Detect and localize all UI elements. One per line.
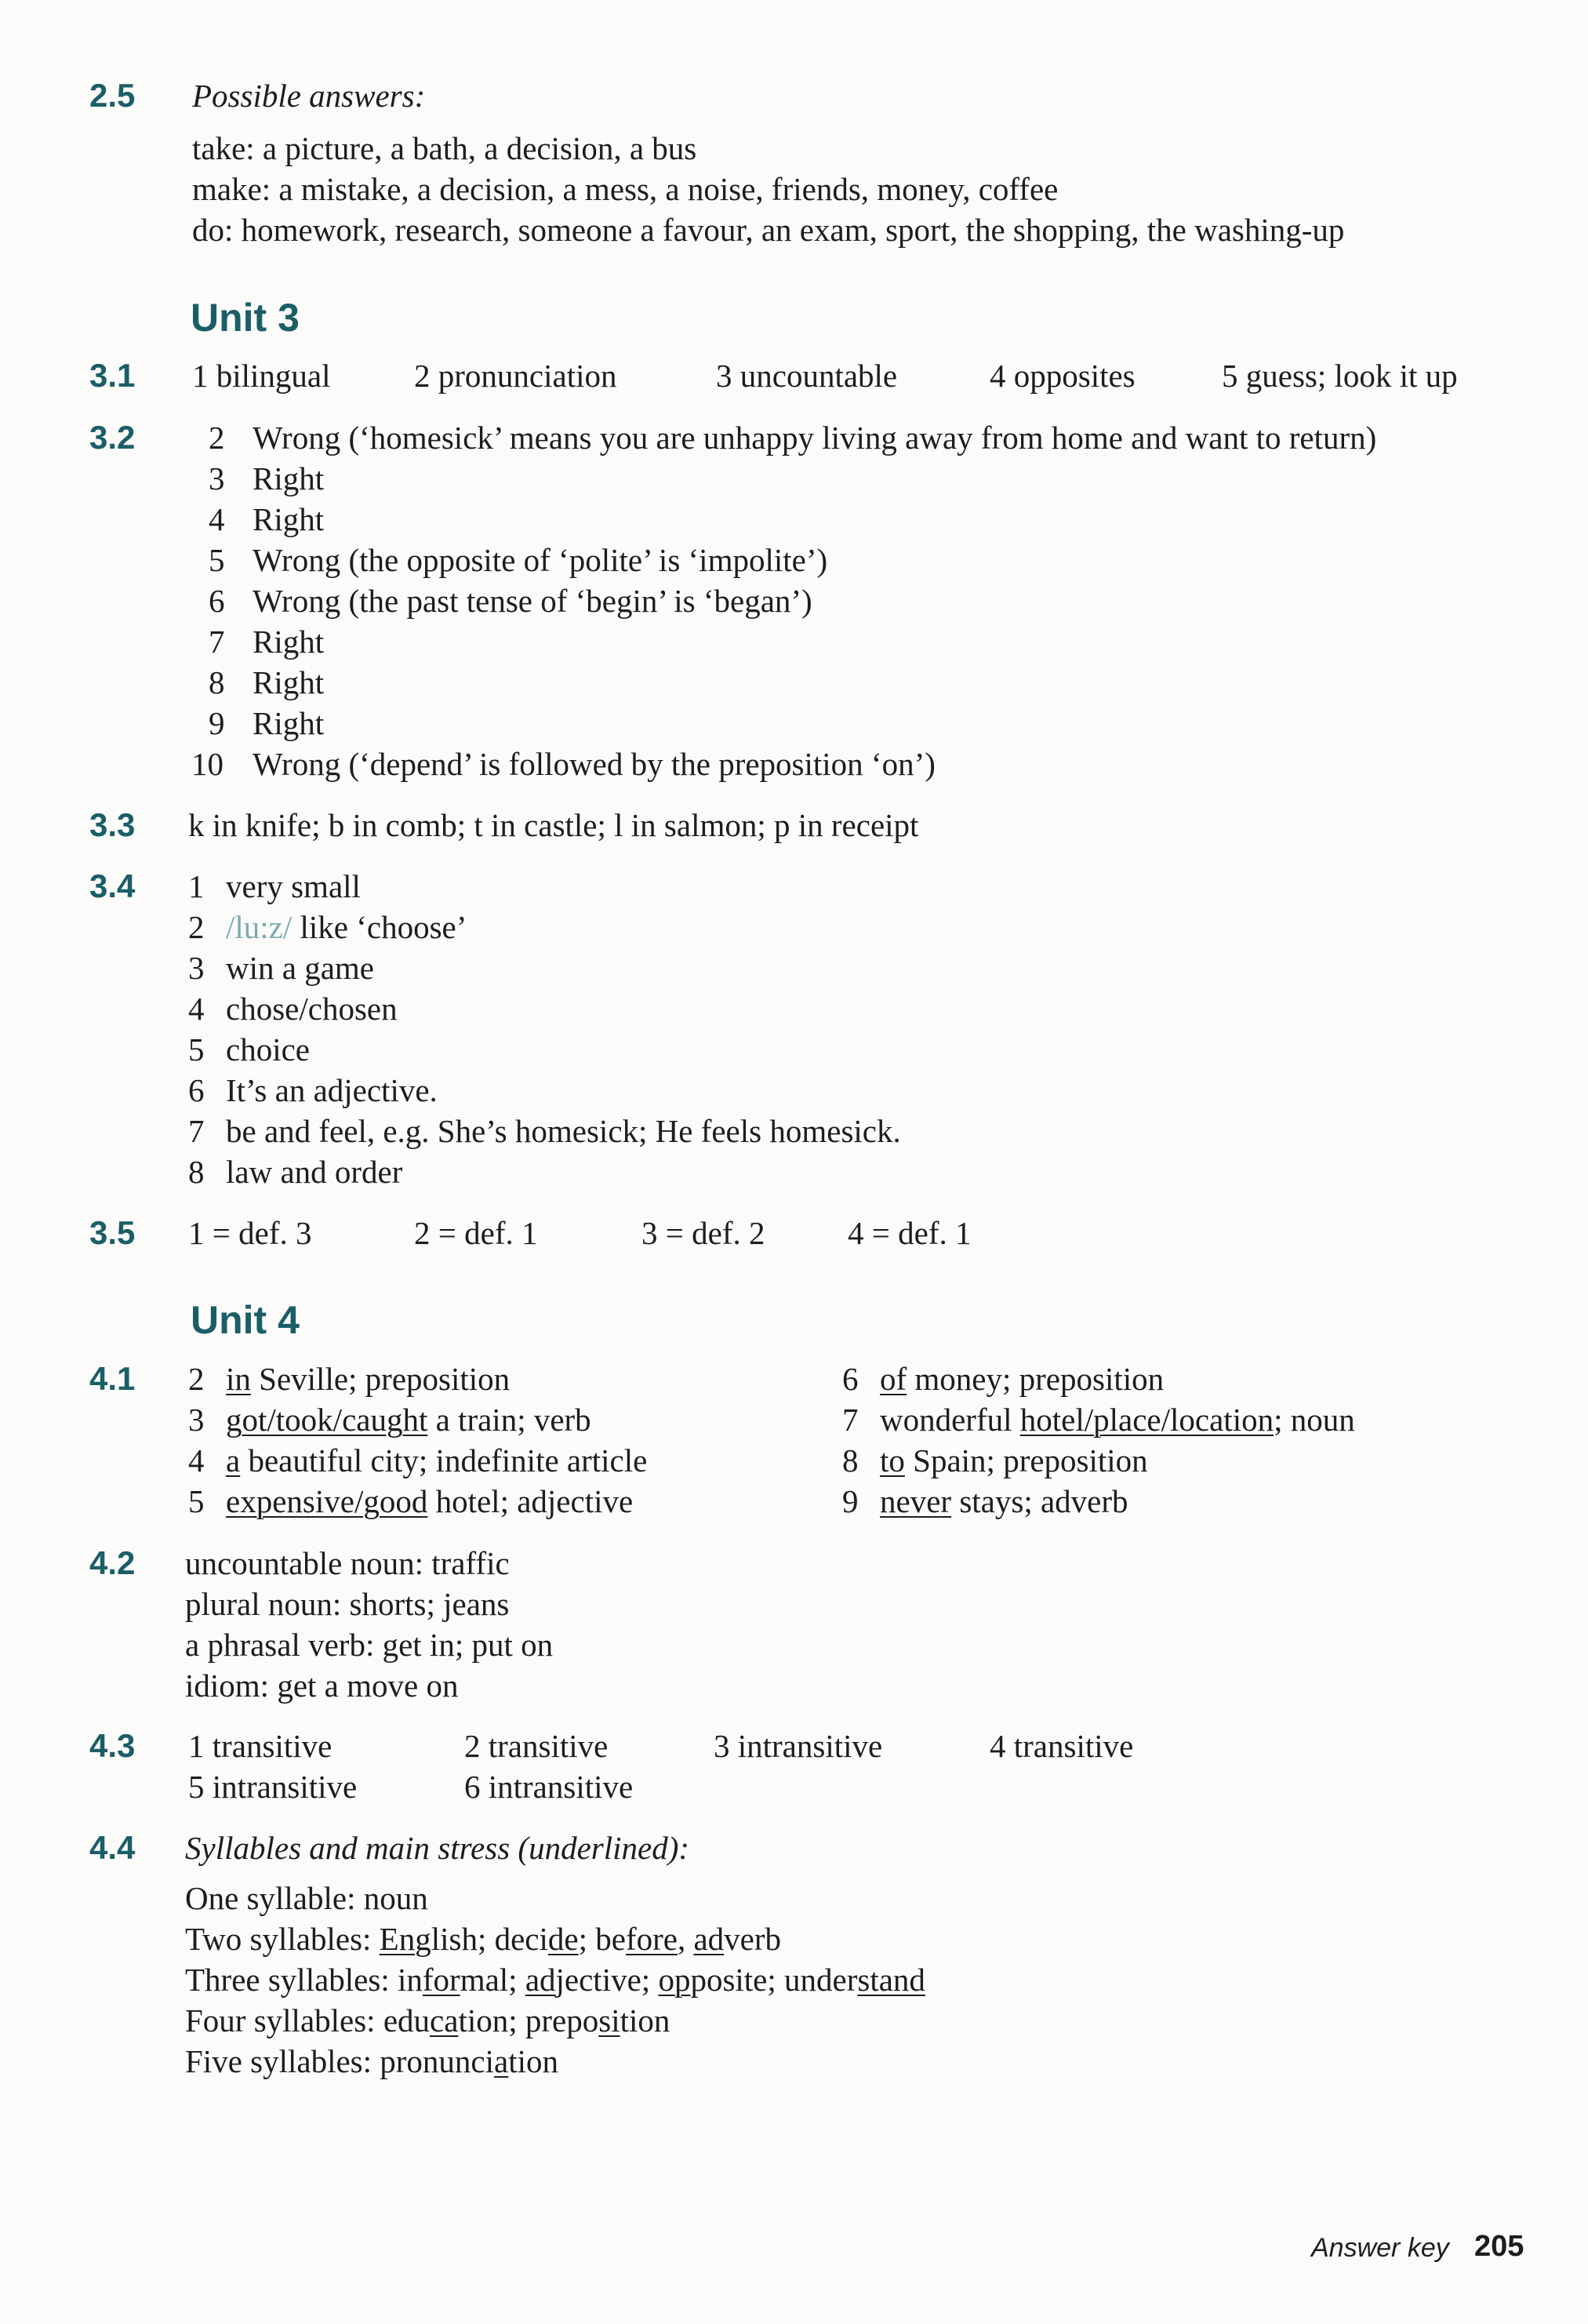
- answer-3-4-5: 5 choice: [188, 1031, 310, 1067]
- section-number-4-4: 4.4: [89, 1829, 136, 1866]
- answer-4-2-line: a phrasal verb: get in; put on: [185, 1627, 554, 1663]
- section-number-4-3: 4.3: [89, 1727, 136, 1764]
- answer-3-2-2: 2 Wrong (‘homesick’ means you are unhappy living away from home and want to return): [209, 420, 1377, 456]
- answer-3-2-3: 3 Right: [209, 460, 325, 496]
- section-number-4-2: 4.2: [89, 1544, 136, 1581]
- answer-3-2-4: 4 Right: [209, 501, 325, 537]
- answer-3-5-1: 1 = def. 3: [188, 1215, 312, 1251]
- answer-4-4-four-syllables: Four syllables: education; preposition: [185, 2002, 670, 2039]
- section-2-5-line-take: take: a picture, a bath, a decision, a bus: [192, 130, 697, 166]
- answer-4-1-9: 9 never stays; adverb: [842, 1483, 1128, 1519]
- section-number-3-3: 3.3: [89, 806, 136, 843]
- section-number-3-5: 3.5: [89, 1214, 136, 1251]
- section-number-2-5: 2.5: [89, 77, 136, 114]
- answer-3-4-4: 4 chose/chosen: [188, 991, 398, 1027]
- answer-3-4-7: 7 be and feel, e.g. She’s homesick; He feels homesick.: [188, 1113, 901, 1149]
- unit-3-heading: Unit 3: [191, 296, 300, 340]
- answer-4-1-3: 3 got/took/caught a train; verb: [188, 1402, 591, 1438]
- answer-4-1-2: 2 in Seville; preposition: [188, 1361, 511, 1397]
- answer-3-3: k in knife; b in comb; t in castle; l in salmon; p in receipt: [188, 807, 919, 843]
- answer-3-1-2: 2 pronunciation: [414, 358, 617, 394]
- section-number-3-4: 3.4: [89, 867, 136, 904]
- answer-4-3-2: 2 transitive: [464, 1728, 609, 1764]
- section-2-5-line-do: do: homework, research, someone a favour, an exam, sport, the shopping, the washing-up: [192, 212, 1345, 248]
- answer-4-1-4: 4 a beautiful city; indefinite article: [188, 1442, 648, 1478]
- answer-4-4-one-syllable: One syllable: noun: [185, 1880, 428, 1916]
- answer-3-2-7: 7 Right: [209, 624, 325, 660]
- answer-4-1-8: 8 to Spain; preposition: [842, 1442, 1148, 1478]
- answer-4-3-5: 5 intransitive: [188, 1769, 358, 1805]
- answer-3-2-8: 8 Right: [209, 664, 325, 700]
- answer-3-4-6: 6 It’s an adjective.: [188, 1072, 438, 1108]
- answer-4-4-five-syllables: Five syllables: pronunciation: [185, 2043, 559, 2079]
- answer-4-3-4: 4 transitive: [990, 1728, 1134, 1764]
- section-2-5-line-make: make: a mistake, a decision, a mess, a noise, friends, money, coffee: [192, 171, 1059, 207]
- unit-4-heading: Unit 4: [191, 1298, 300, 1342]
- answer-4-1-7: 7 wonderful hotel/place/location; noun: [842, 1402, 1355, 1438]
- answer-3-4-8: 8 law and order: [188, 1154, 403, 1190]
- answer-3-4-1: 1 very small: [188, 868, 361, 904]
- answer-3-2-10: 10 Wrong (‘depend’ is followed by the preposition ‘on’): [191, 746, 936, 782]
- answer-3-1-5: 5 guess; look it up: [1222, 358, 1458, 394]
- answer-4-1-5: 5 expensive/good hotel; adjective: [188, 1483, 634, 1519]
- answer-4-2-line: plural noun: shorts; jeans: [185, 1586, 510, 1622]
- answer-4-2-line: uncountable noun: traffic: [185, 1545, 510, 1581]
- page-number: 205: [1474, 2230, 1524, 2263]
- answer-4-3-3: 3 intransitive: [714, 1728, 883, 1764]
- section-number-4-1: 4.1: [89, 1360, 136, 1397]
- answer-3-4-3: 3 win a game: [188, 950, 374, 986]
- answer-3-5-2: 2 = def. 1: [414, 1215, 538, 1251]
- section-number-3-2: 3.2: [89, 419, 136, 456]
- answer-3-5-3: 3 = def. 2: [641, 1215, 765, 1251]
- answer-3-1-4: 4 opposites: [990, 358, 1136, 394]
- answer-4-1-6: 6 of money; preposition: [842, 1361, 1165, 1397]
- footer-section-label: Answer key: [1311, 2233, 1449, 2263]
- answer-3-1-3: 3 uncountable: [716, 358, 898, 394]
- section-number-3-1: 3.1: [89, 357, 136, 394]
- answer-4-4-three-syllables: Three syllables: informal; adjective; opposite; understand: [185, 1962, 925, 1998]
- answer-3-5-4: 4 = def. 1: [848, 1215, 972, 1251]
- answer-4-3-6: 6 intransitive: [464, 1769, 634, 1805]
- answer-3-2-9: 9 Right: [209, 705, 325, 741]
- phonetic-transcription: /lu:z/: [226, 909, 293, 945]
- answer-4-3-1: 1 transitive: [188, 1728, 332, 1764]
- answer-3-2-5: 5 Wrong (the opposite of ‘polite’ is ‘impolite’): [209, 542, 828, 578]
- answer-3-1-1: 1 bilingual: [192, 358, 331, 394]
- answer-4-4-two-syllables: Two syllables: English; decide; before, adverb: [185, 1921, 782, 1957]
- answer-4-4-intro: Syllables and main stress (underlined):: [185, 1830, 690, 1866]
- section-2-5-intro: Possible answers:: [192, 78, 426, 114]
- answer-3-4-2: 2 /lu:z/ like ‘choose’: [188, 909, 467, 945]
- answer-3-2-6: 6 Wrong (the past tense of ‘begin’ is ‘began’): [209, 583, 812, 619]
- answer-4-2-line: idiom: get a move on: [185, 1668, 459, 1704]
